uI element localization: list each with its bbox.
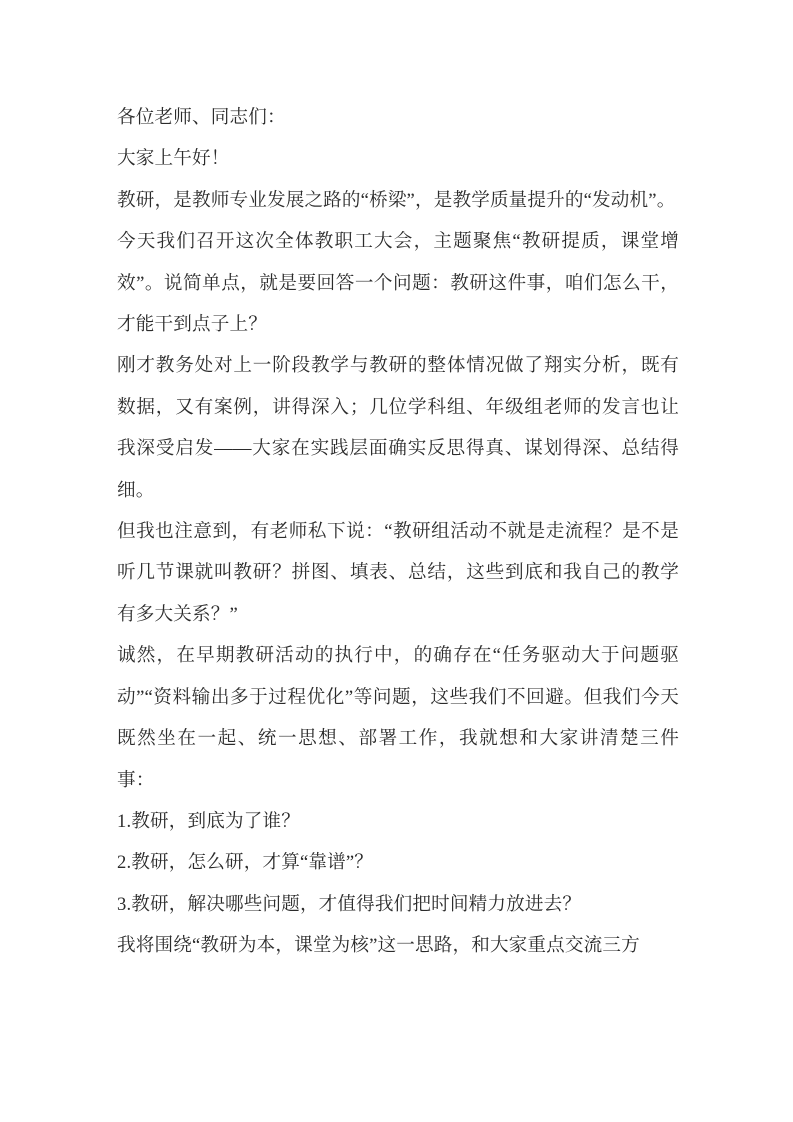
paragraph-review-of-reports: 刚才教务处对上一阶段教学与教研的整体情况做了翔实分析，既有数据，又有案例，讲得深入；几位学科组、年级组老师的发言也让我深受启发——大家在实践层面确实反思得真、谋划得深、总结得细。 <box>117 355 679 501</box>
list-item-question-1: 1.教研，到底为了谁？ <box>117 810 300 832</box>
paragraph-acknowledge-problems: 诚然，在早期教研活动的执行中，的确存在“任务驱动大于问题驱动”“资料输出多于过程优化”等问题，这些我们不回避。但我们今天既然坐在一起、统一思想、部署工作，我就想和大家讲清楚三件事： <box>117 645 679 791</box>
paragraph-opening-metaphor: 教研，是教师专业发展之路的“桥梁”，是教学质量提升的“发动机”。 <box>117 189 676 211</box>
paragraph-greeting: 大家上午好！ <box>117 148 230 170</box>
paragraph-salutation: 各位老师、同志们： <box>117 107 286 128</box>
paragraph-meeting-theme: 今天我们召开这次全体教职工大会，主题聚焦“教研提质，课堂增效”。说简单点，就是要回答一个问题：教研这件事，咱们怎么干，才能干到点子上？ <box>117 231 679 336</box>
document-body <box>117 97 679 967</box>
paragraph-closing-outline: 我将围绕“教研为本，课堂为核”这一思路，和大家重点交流三方 <box>117 935 640 957</box>
list-item-question-3: 3.教研，解决哪些问题，才值得我们把时间精力放进去？ <box>117 893 582 915</box>
paragraph-teacher-doubts-quote: 但我也注意到，有老师私下说：“教研组活动不就是走流程？是不是听几节课就叫教研？拼图、填表、总结，这些到底和我自己的教学有多大关系？” <box>117 521 679 625</box>
list-item-question-2: 2.教研，怎么研，才算“靠谱”？ <box>117 852 373 874</box>
